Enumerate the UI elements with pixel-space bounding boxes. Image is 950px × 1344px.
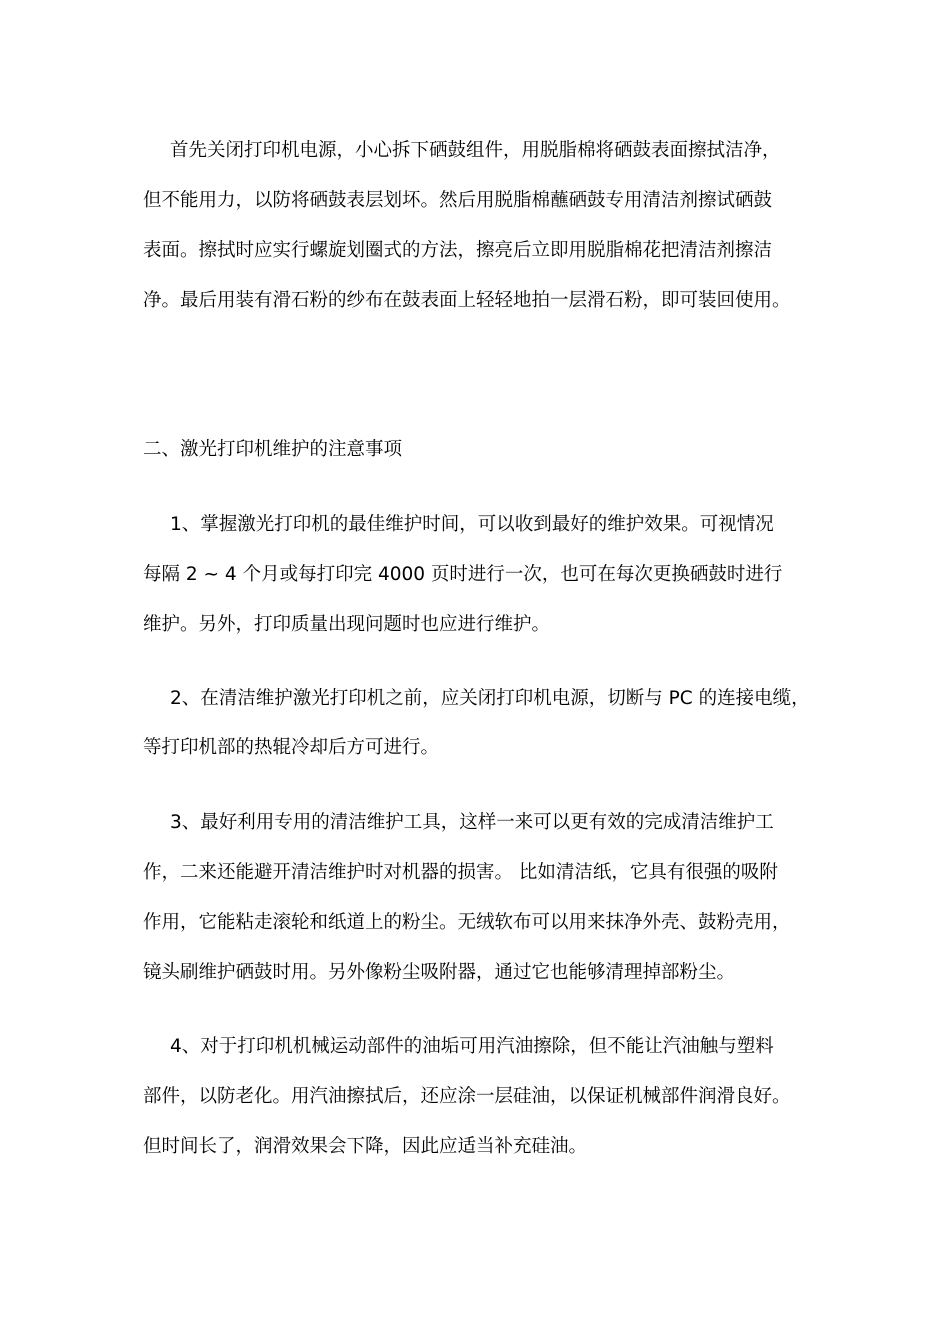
section-heading: 二、激光打印机维护的注意事项: [143, 439, 403, 460]
text-line: 等打印机部的热辊冷却后方可进行。: [143, 737, 440, 758]
text-line: 但时间长了，润滑效果会下降，因此应适当补充硅油。: [143, 1136, 588, 1157]
text-line: 3、最好利用专用的清洁维护工具，这样一来可以更有效的完成清洁维护工: [170, 812, 774, 833]
text-line: 2、在清洁维护激光打印机之前，应关闭打印机电源，切断与 PC 的连接电缆，: [170, 688, 810, 709]
text-line: 净。最后用装有滑石粉的纱布在鼓表面上轻轻地拍一层滑石粉，即可装回使用。: [143, 290, 791, 311]
text-line: 4、对于打印机机械运动部件的油垢可用汽油擦除，但不能让汽油触与塑料: [170, 1036, 774, 1057]
text-line: 但不能用力，以防将硒鼓表层划坏。然后用脱脂棉蘸硒鼓专用清洁剂擦试硒鼓: [143, 190, 773, 211]
text-line: 作，二来还能避开清洁维护时对机器的损害。 比如清洁纸，它具有很强的吸附: [143, 862, 778, 883]
text-line: 镜头刷维护硒鼓时用。另外像粉尘吸附器，通过它也能够清理掉部粉尘。: [143, 962, 736, 983]
text-line: 每隔 2 ~ 4 个月或每打印完 4000 页时进行一次，也可在每次更换硒鼓时进行: [143, 564, 783, 585]
text-line: 首先关闭打印机电源，小心拆下硒鼓组件，用脱脂棉将硒鼓表面擦拭洁净，: [170, 140, 781, 161]
text-line: 表面。擦拭时应实行螺旋划圈式的方法，擦亮后立即用脱脂棉花把清洁剂擦洁: [143, 240, 773, 261]
text-line: 作用，它能粘走滚轮和纸道上的粉尘。无绒软布可以用来抹净外壳、鼓粉壳用，: [143, 912, 791, 933]
text-line: 部件，以防老化。用汽油擦拭后，还应涂一层硅油，以保证机械部件润滑良好。: [143, 1086, 791, 1107]
text-line: 维护。另外，打印质量出现问题时也应进行维护。: [143, 614, 551, 635]
text-line: 1、掌握激光打印机的最佳维护时间，可以收到最好的维护效果。可视情况: [170, 514, 774, 535]
